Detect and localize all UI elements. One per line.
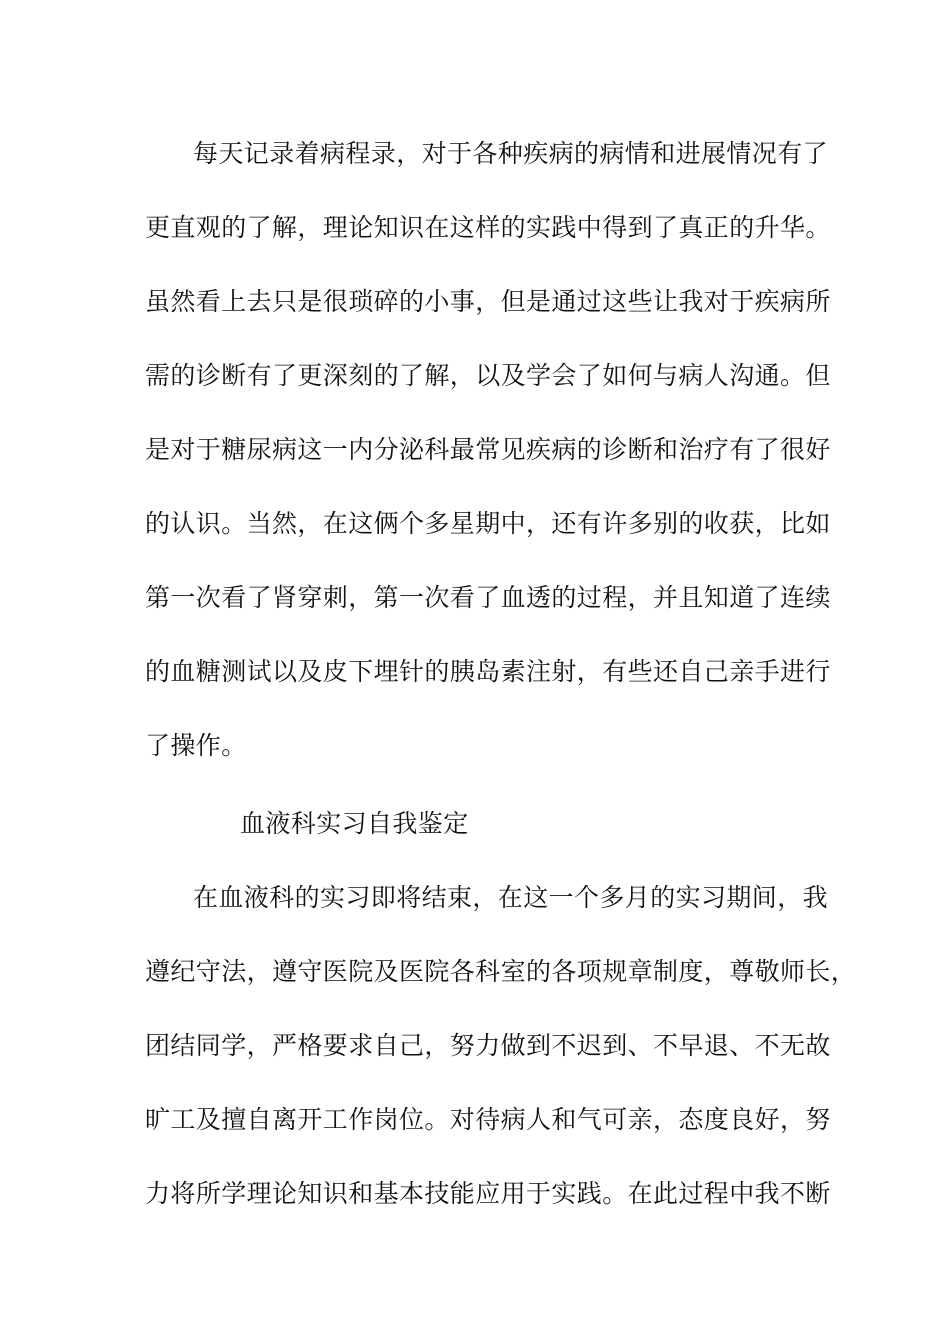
paragraph-1-line-9: 了操作。	[145, 731, 247, 760]
paragraph-1-line-6: 的认识。当然，在这俩个多星期中，还有许多别的收获，比如	[145, 509, 831, 538]
paragraph-2-line-4: 旷工及擅自离开工作岗位。对待病人和气可亲，态度良好，努	[145, 1105, 831, 1134]
paragraph-1-line-5: 是对于糖尿病这一内分泌科最常见疾病的诊断和治疗有了很好	[145, 435, 831, 464]
paragraph-2-line-2: 遵纪守法，遵守医院及医院各科室的各项规章制度，尊敬师长，	[145, 957, 857, 986]
paragraph-2-line-3: 团结同学，严格要求自己，努力做到不迟到、不早退、不无故	[145, 1031, 831, 1060]
paragraph-1-line-1: 每天记录着病程录，对于各种疾病的病情和进展情况有了	[193, 139, 829, 168]
paragraph-1-line-8: 的血糖测试以及皮下埋针的胰岛素注射，有些还自己亲手进行	[145, 657, 831, 686]
paragraph-1-line-4: 需的诊断有了更深刻的了解，以及学会了如何与病人沟通。但	[145, 361, 831, 390]
paragraph-2-line-5: 力将所学理论知识和基本技能应用于实践。在此过程中我不断	[145, 1179, 831, 1208]
paragraph-1-line-2: 更直观的了解，理论知识在这样的实践中得到了真正的升华。	[145, 213, 831, 242]
paragraph-1-line-7: 第一次看了肾穿刺，第一次看了血透的过程，并且知道了连续	[145, 583, 831, 612]
paragraph-2-line-1: 在血液科的实习即将结束，在这一个多月的实习期间，我	[193, 883, 829, 912]
paragraph-1-line-3: 虽然看上去只是很琐碎的小事，但是通过这些让我对于疾病所	[145, 287, 831, 316]
section-title: 血液科实习自我鉴定	[240, 809, 469, 838]
